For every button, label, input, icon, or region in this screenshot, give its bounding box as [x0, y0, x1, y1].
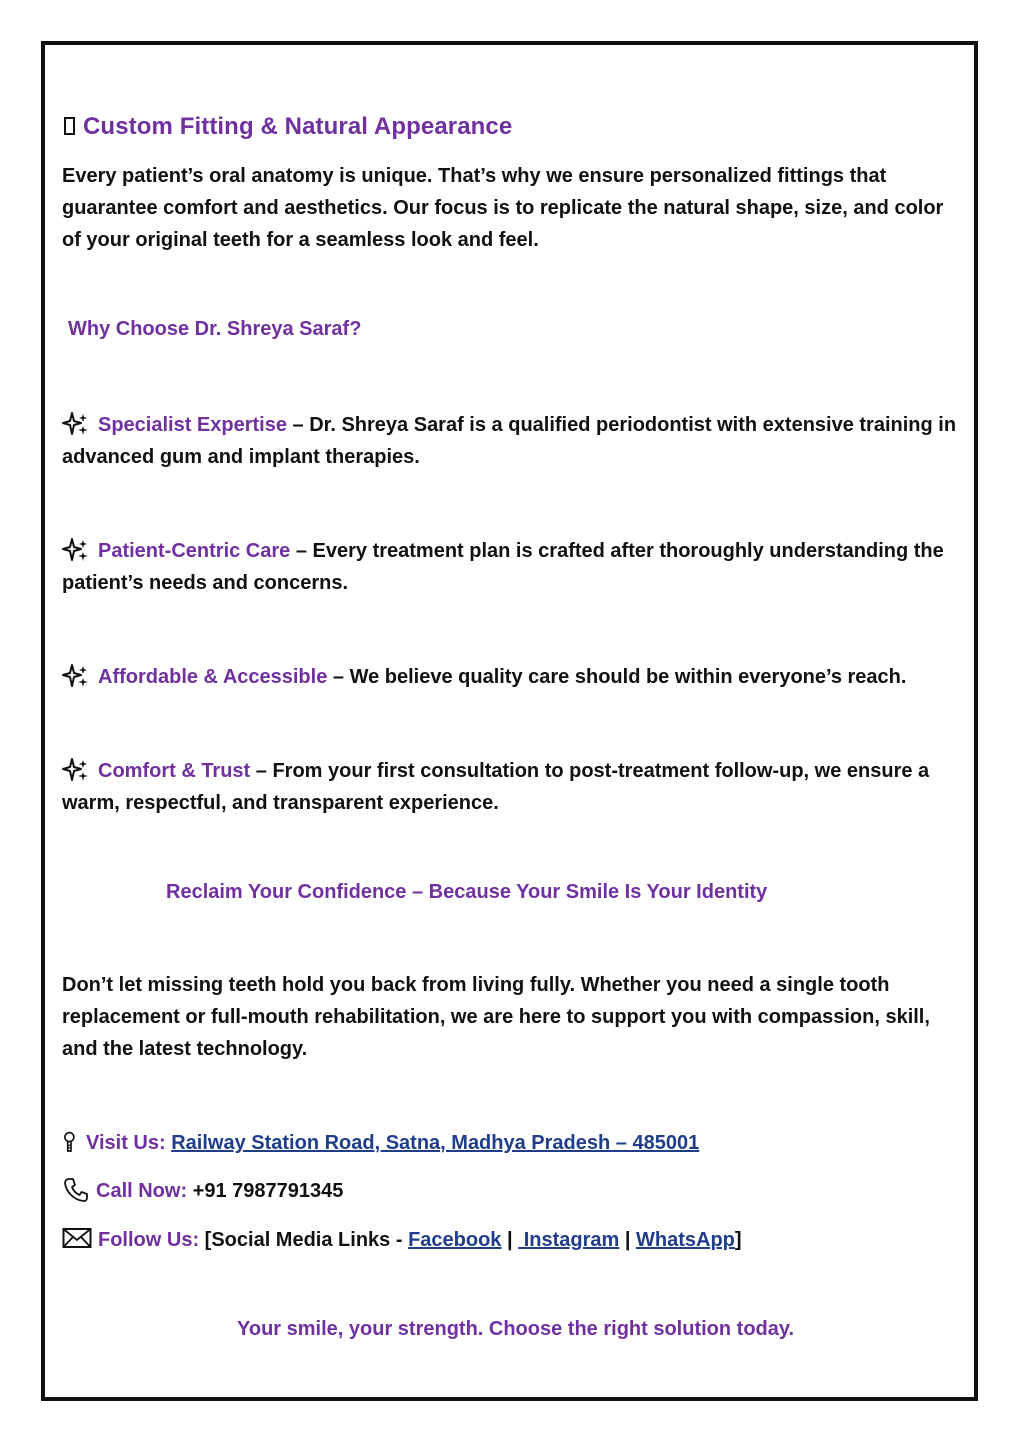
why-item-title: Affordable & Accessible: [98, 666, 328, 688]
why-item-text: – We believe quality care should be within everyone’s reach.: [327, 666, 907, 688]
follow-label: Follow Us:: [98, 1229, 205, 1251]
address-link[interactable]: Railway Station Road, Satna, Madhya Pradesh – 485001: [171, 1132, 700, 1154]
location-pin-icon: [62, 1129, 80, 1155]
envelope-icon: [62, 1227, 92, 1249]
contact-call: [62, 1175, 343, 1207]
why-item-text: – Every treatment plan is crafted after thoroughly understanding the patient’s needs and concerns.: [62, 540, 944, 594]
social-suffix: ]: [734, 1229, 742, 1251]
why-item-patient-centric-care: [62, 535, 962, 599]
phone-number: +91 7987791345: [192, 1180, 344, 1202]
fitting-title: Custom Fitting & Natural Appearance: [83, 113, 513, 140]
sparkle-icon: [62, 538, 90, 562]
sparkle-icon: [62, 664, 90, 688]
social-separator: |: [501, 1229, 519, 1251]
why-item-comfort-trust: [62, 755, 962, 819]
reclaim-heading: Reclaim Your Confidence – Because Your Smile Is Your Identity: [166, 881, 768, 903]
why-item-specialist-expertise: [62, 409, 962, 473]
whatsapp-link[interactable]: WhatsApp: [636, 1229, 735, 1251]
fitting-paragraph: Every patient’s oral anatomy is unique. That’s why we ensure personalized fittings that guarantee comfort and aesthetics. Our focus is to replicate the natural shape, size, and color of your original teeth for a seamless look and feel.: [62, 165, 944, 251]
instagram-link[interactable]: Instagram: [518, 1229, 620, 1251]
social-separator: |: [619, 1229, 637, 1251]
why-item-title: Patient-Centric Care: [98, 540, 291, 562]
box-icon: [64, 117, 75, 135]
closing-tagline: Your smile, your strength. Choose the right solution today.: [237, 1318, 795, 1340]
reclaim-paragraph: Don’t let missing teeth hold you back from living fully. Whether you need a single tooth replacement or full-mouth rehabilitation, we are here to support you with compassion, skill, and the latest technology.: [62, 974, 930, 1060]
social-prefix: [Social Media Links -: [204, 1229, 409, 1251]
sparkle-icon: [62, 412, 90, 436]
contact-follow: [62, 1224, 742, 1256]
call-label: Call Now:: [96, 1180, 193, 1202]
why-heading: Why Choose Dr. Shreya Saraf?: [68, 318, 362, 340]
why-item-affordable-accessible: [62, 661, 962, 693]
why-item-text: – From your first consultation to post-treatment follow-up, we ensure a warm, respectful, and transparent experience.: [62, 760, 930, 814]
fitting-heading: [64, 113, 512, 141]
facebook-link[interactable]: Facebook: [408, 1229, 502, 1251]
contact-visit: [62, 1127, 699, 1159]
sparkle-icon: [62, 758, 90, 782]
visit-label: Visit Us:: [86, 1132, 172, 1154]
phone-icon: [62, 1177, 90, 1203]
why-item-title: Comfort & Trust: [98, 760, 251, 782]
why-item-text: – Dr. Shreya Saraf is a qualified periodontist with extensive training in advanced gum and implant therapies.: [62, 414, 957, 468]
why-item-title: Specialist Expertise: [98, 414, 287, 436]
